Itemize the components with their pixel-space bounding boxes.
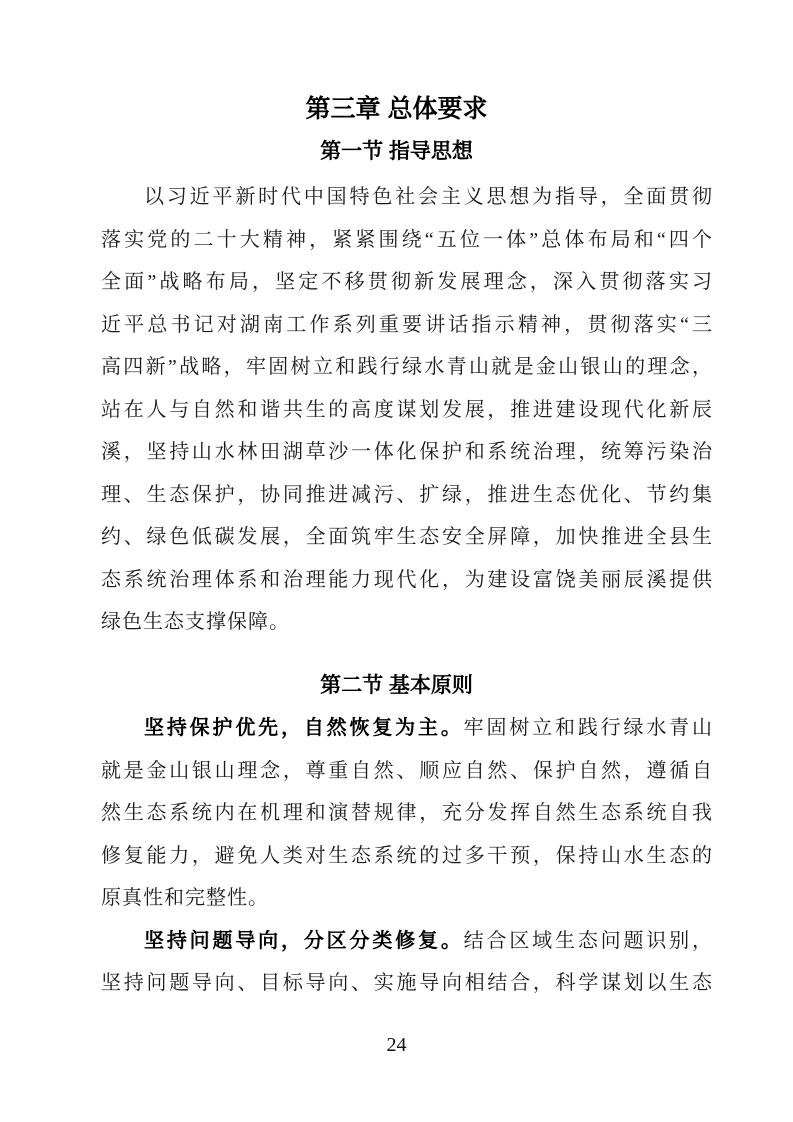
body-line: 近平总书记对湖南工作系列重要讲话指示精神，贯彻落实“三 — [101, 313, 713, 336]
body-line-text: 结合区域生态问题识别， — [463, 929, 713, 952]
body-line: 全面”战略布局，坚定不移贯彻新发展理念，深入贯彻落实习 — [101, 271, 713, 293]
body-line: 原真性和完整性。 — [101, 887, 269, 909]
body-line — [101, 707, 713, 750]
body-line: 以习近平新时代中国特色社会主义思想为指导，全面贯彻 — [144, 186, 713, 208]
page-number: 24 — [386, 1034, 407, 1056]
section-2-heading: 第二节 基本原则 — [320, 674, 473, 697]
body-line: 修复能力，避免人类对生态系统的过多干预，保持山水生态的 — [101, 844, 713, 867]
body-line: 绿色生态支撑保障。 — [101, 611, 290, 633]
body-line: 然生态系统内在机理和演替规律，充分发挥自然生态系统自我 — [101, 802, 713, 824]
body-line: 站在人与自然和谐共生的高度谋划发展，推进建设现代化新辰 — [101, 398, 713, 421]
body-line: 就是金山银山理念，尊重自然、顺应自然、保护自然，遵循自 — [101, 759, 713, 782]
body-line: 约、绿色低碳发展，全面筑牢生态安全屏障，加快推进全县生 — [101, 526, 713, 548]
body-line: 态系统治理体系和治理能力现代化，为建设富饶美丽辰溪提供 — [101, 568, 713, 591]
bold-lead-principle-2: 坚持问题导向，分区分类修复。 — [144, 929, 464, 952]
bold-lead-principle-1: 坚持保护优先，自然恢复为主。 — [144, 717, 464, 739]
body-line-text: 牢固树立和践行绿水青山 — [463, 717, 713, 739]
body-line: 理、生态保护，协同推进减污、扩绿，推进生态优化、节约集 — [101, 483, 713, 506]
body-line: 落实党的二十大精神，紧紧围绕“五位一体”总体布局和“四个 — [101, 228, 713, 251]
body-line: 高四新”战略，牢固树立和践行绿水青山就是金山银山的理念， — [101, 356, 713, 378]
body-line: 坚持问题导向、目标导向、实施导向相结合，科学谋划以生态 — [101, 972, 713, 994]
body-line: 溪，坚持山水林田湖草沙一体化保护和系统治理，统筹污染治 — [101, 441, 713, 463]
chapter-title: 第三章 总体要求 — [305, 95, 488, 123]
section-1-heading: 第一节 指导思想 — [320, 140, 473, 163]
body-line — [101, 920, 713, 963]
section-1-paragraph — [101, 176, 713, 644]
section-2-paragraphs — [101, 707, 713, 1005]
